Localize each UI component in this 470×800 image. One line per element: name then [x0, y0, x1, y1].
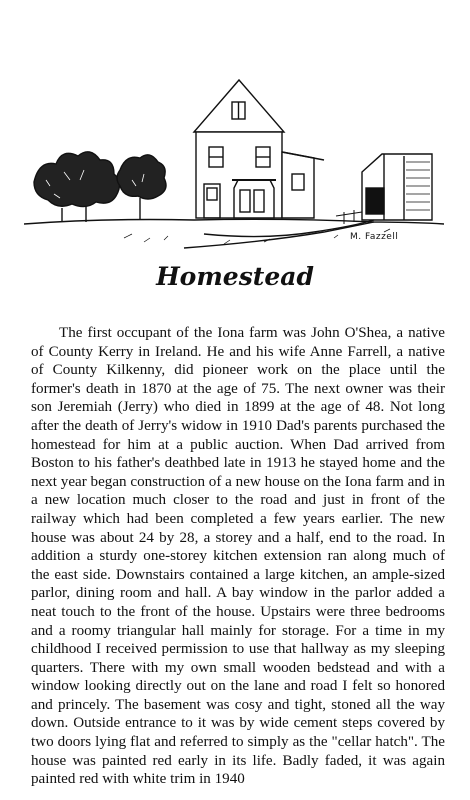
homestead-illustration [24, 62, 444, 250]
trees-cluster [34, 152, 166, 207]
body-paragraph: The first occupant of the Iona farm was John O'Shea, a native of County Kerry in Ireland. He and his wife Anne Farrell, a native of County Kilkenny, did pioneer work on the place until the former's death in 1870 at the age of 75. The next owner was their son Jeremiah (Jerry) who died in 1899 at the age of 48. Not long after the death of Jerry's widow in 1910 Dad's parents purchased the homestead for him at a public auction. When Dad arrived from Boston to his father's deathbed late in 1913 he stayed home and the next year began construction of a new house on the Iona farm and in a new location much closer to the road and just in front of the railway which had been completed a few years earlier. The new house was about 24 by 28, a storey and a half, end to the road. In addition a sturdy one-storey kitchen extension ran along much of the east side. Downstairs contained a large kitchen, an ample-sized parlor, dining room and hall. A bay window in the parlor added a neat touch to the front of the house. Upstairs were three bedrooms and a roomy triangular hall mainly for storage. For a time in my childhood I received permission to use that hallway as my sleeping quarters. There with my own small wooden bedstead and with a window looking directly out on the lane and road I felt so honored and princely. The basement was cosy and tight, stoned all the way down. Outside entrance to it was by wide cement steps covered by two doors lying flat and referred to simply as the "cellar hatch". The house was painted red early in its life. Badly faded, it was again painted red with white trim in 1940 [31, 325, 445, 788]
chapter-title: Homestead [156, 262, 314, 291]
illustrator-signature: M. Fazzell [350, 232, 399, 242]
